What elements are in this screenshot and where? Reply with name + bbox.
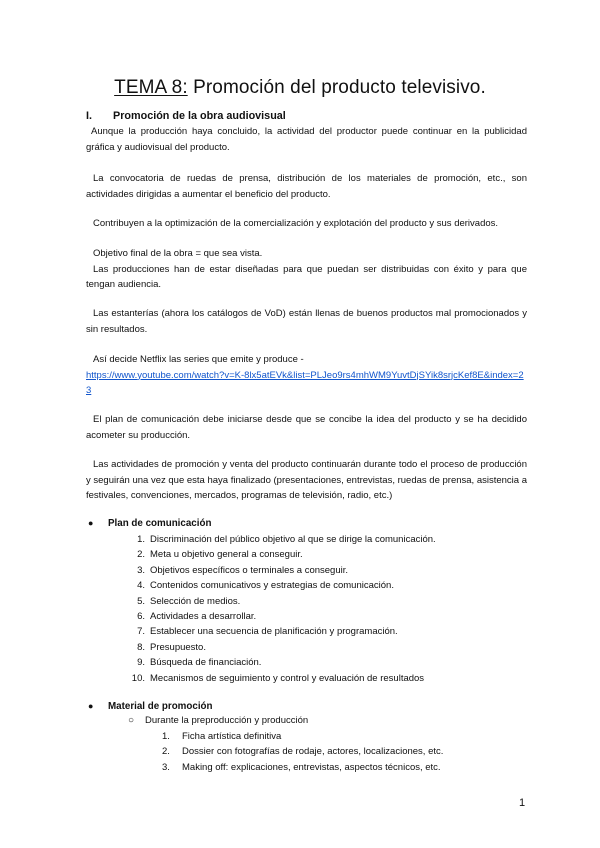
list-item: 1. Ficha artística definitiva bbox=[162, 731, 282, 742]
section-number: I. bbox=[86, 110, 92, 122]
paragraph-3: Contribuyen a la optimización de la comercialización y explotación del producto y sus derivados. bbox=[93, 218, 499, 229]
paragraph-4 bbox=[86, 246, 527, 293]
plan-list bbox=[128, 532, 436, 686]
list-item: 9. Búsqueda de financiación. bbox=[137, 657, 262, 669]
list-item: 2. Meta u objetivo general a conseguir. bbox=[137, 549, 303, 561]
list-item: 3. Objetivos específicos o terminales a conseguir. bbox=[137, 564, 349, 576]
section-title: Promoción de la obra audiovisual bbox=[113, 110, 286, 122]
title-tema: TEMA 8: bbox=[114, 77, 188, 98]
paragraph-1: Aunque la producción haya concluido, la actividad del productor puede continuar en la publicidad gráfica y audiovisual del producto. bbox=[86, 126, 527, 153]
bullet-icon: ● bbox=[88, 701, 94, 711]
paragraph-2: La convocatoria de ruedas de prensa, distribución de los materiales de promoción, etc., son actividades dirigidas a aumentar el beneficio del producto. bbox=[86, 173, 527, 200]
list-item: 6. Actividades a desarrollar. bbox=[137, 610, 257, 622]
page-title bbox=[0, 76, 600, 100]
material-list bbox=[162, 729, 443, 775]
list-item: 1. Discriminación del público objetivo al que se dirige la comunicación. bbox=[137, 534, 436, 545]
list-item: 4. Contenidos comunicativos y estrategias de comunicación. bbox=[137, 580, 394, 592]
paragraph-8: Las actividades de promoción y venta del producto continuarán durante todo el proceso de producción y seguirán una vez que esta haya finalizado (presentaciones, entrevistas, ruedas de prensa, asistencia a festivales, convenciones, mercados, programas de televisión, radio, etc.) bbox=[86, 459, 527, 501]
title-text: Promoción del producto televisivo. bbox=[187, 77, 486, 98]
section-heading bbox=[86, 110, 286, 122]
list-item: 8. Presupuesto. bbox=[137, 641, 206, 653]
paragraph-4a: Objetivo final de la obra = que sea vista. bbox=[93, 248, 263, 259]
paragraph-6-text: Así decide Netflix las series que emite y produce - bbox=[93, 354, 304, 365]
page-number: 1 bbox=[519, 797, 526, 809]
list-item: 2. Dossier con fotografías de rodaje, actores, localizaciones, etc. bbox=[162, 746, 444, 758]
bullet-icon: ● bbox=[88, 518, 94, 528]
circle-bullet-icon: ○ bbox=[128, 715, 135, 726]
list-item: 7. Establecer una secuencia de planificación y programación. bbox=[137, 626, 398, 638]
paragraph-5: Las estanterías (ahora los catálogos de VoD) están llenas de buenos productos mal promocionados y sin resultados. bbox=[86, 308, 527, 335]
material-subheading-text: Durante la preproducción y producción bbox=[145, 715, 309, 726]
material-heading bbox=[88, 701, 213, 712]
material-subheading bbox=[128, 715, 308, 726]
list-item: 3. Making off: explicaciones, entrevistas, aspectos técnicos, etc. bbox=[162, 761, 441, 773]
list-item: 5. Selección de medios. bbox=[137, 595, 241, 607]
material-heading-text: Material de promoción bbox=[108, 701, 213, 712]
paragraph-7: El plan de comunicación debe iniciarse desde que se concibe la idea del producto y se ha decidido acometer su producción. bbox=[86, 414, 527, 441]
paragraph-6 bbox=[86, 352, 527, 399]
paragraph-4b: Las producciones han de estar diseñadas para que puedan ser distribuidas con éxito y para que tengan audiencia. bbox=[86, 263, 527, 290]
youtube-link[interactable]: https://www.youtube.com/watch?v=K-8lx5atEVk&list=PLJeo9rs4mhWM9YuvtDjSYik8srjcKef8E&index=23 bbox=[86, 369, 524, 396]
list-item: 10. Mecanismos de seguimiento y control y evaluación de resultados bbox=[131, 672, 425, 684]
plan-heading bbox=[88, 518, 211, 529]
plan-heading-text: Plan de comunicación bbox=[108, 518, 212, 529]
